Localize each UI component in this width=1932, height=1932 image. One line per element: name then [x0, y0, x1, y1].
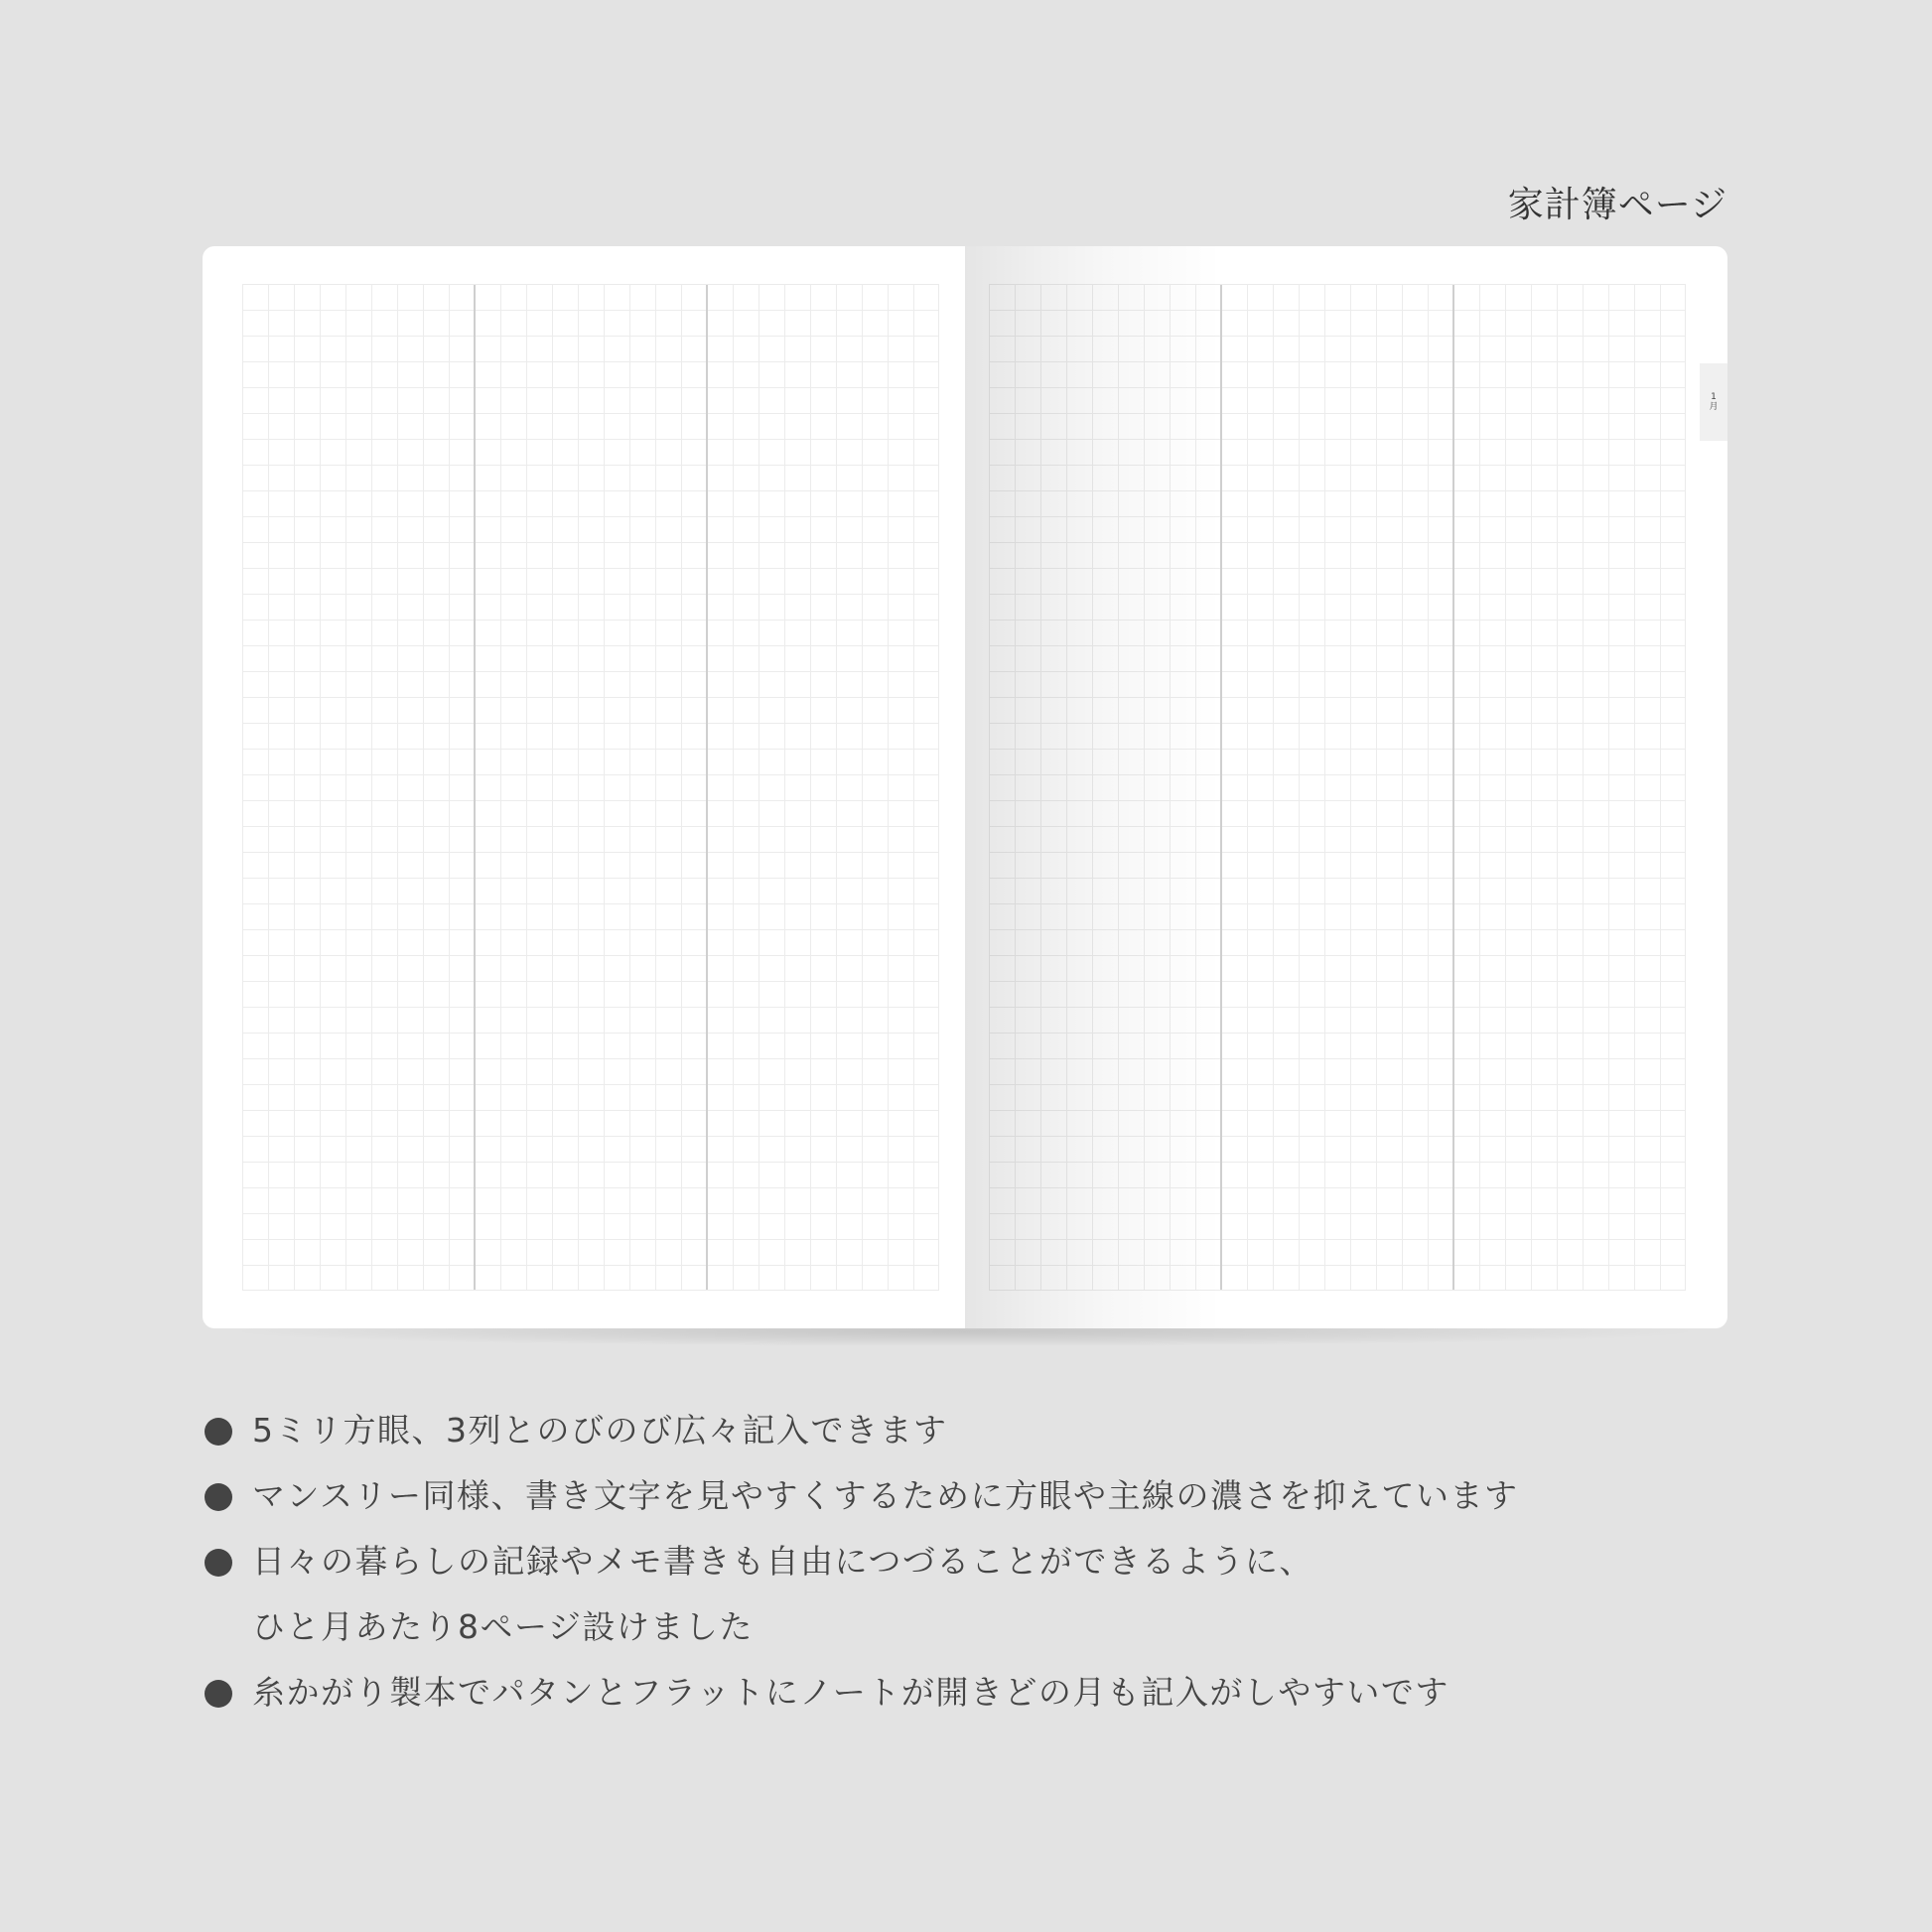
feature-item	[203, 1398, 1751, 1463]
month-index-tab[interactable]	[1700, 363, 1727, 441]
feature-item	[203, 1660, 1751, 1725]
month-tab-unit: 月	[1709, 402, 1719, 412]
left-column-divider-2	[706, 285, 708, 1290]
left-page	[203, 246, 965, 1328]
notebook-spread	[203, 246, 1727, 1328]
left-column-divider-1	[474, 285, 476, 1290]
right-column-divider-2	[1452, 285, 1454, 1290]
feature-item	[203, 1529, 1751, 1660]
left-page-grid	[242, 284, 939, 1291]
right-page-grid	[989, 284, 1686, 1291]
bullet-icon	[205, 1483, 232, 1511]
feature-text: 5ミリ方眼、3列とのびのび広々記入できます	[252, 1411, 948, 1449]
feature-text: 日々の暮らしの記録やメモ書きも自由につづることができるように、	[252, 1542, 1313, 1581]
feature-text: マンスリー同様、書き文字を見やすくするために方眼や主線の濃さを抑えています	[252, 1476, 1519, 1515]
bullet-icon	[205, 1680, 232, 1708]
right-column-divider-1	[1220, 285, 1222, 1290]
page-title: 家計簿ページ	[1507, 185, 1727, 225]
feature-text: 糸かがり製本でパタンとフラットにノートが開きどの月も記入がしやすいです	[252, 1673, 1449, 1712]
feature-item	[203, 1463, 1751, 1529]
feature-text-continued: ひと月あたり8ページ設けました	[252, 1607, 754, 1646]
month-tab-number: 1	[1711, 392, 1717, 402]
bullet-icon	[205, 1418, 232, 1446]
feature-list	[203, 1398, 1751, 1725]
bullet-icon	[205, 1549, 232, 1577]
right-page	[965, 246, 1727, 1328]
